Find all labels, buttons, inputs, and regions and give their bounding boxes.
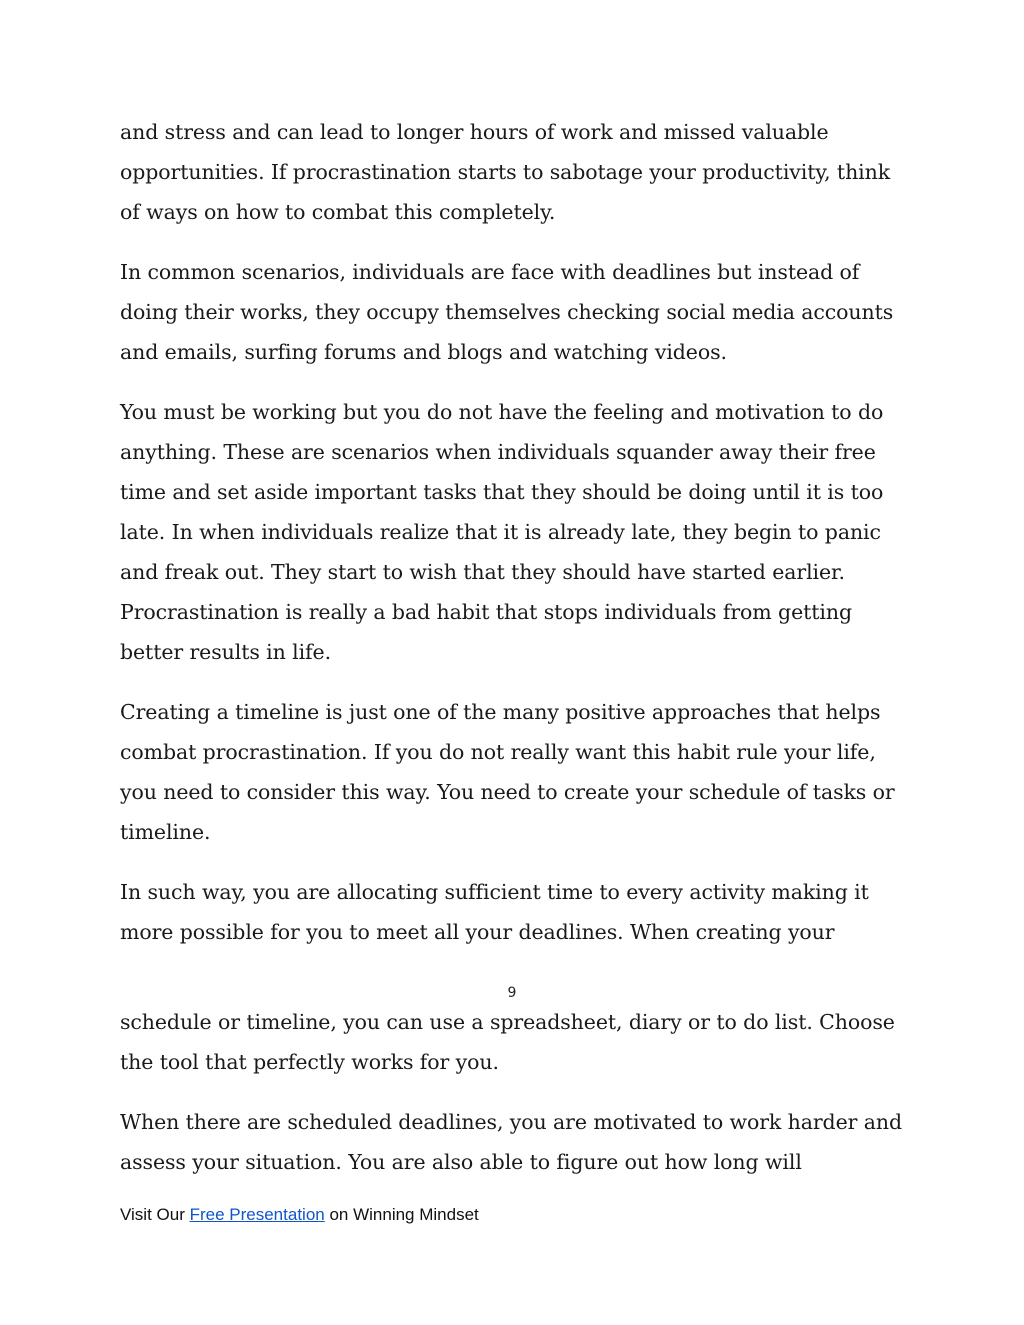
- paragraph-2: In common scenarios, individuals are face with deadlines but instead of doing their works, they occupy themselves checking social media accounts and emails, surfing forums and blogs and watching videos.: [120, 260, 894, 364]
- paragraph-6: schedule or timeline, you can use a spreadsheet, diary or to do list. Choose the tool that perfectly works for you.: [120, 1010, 895, 1074]
- paragraph-1: and stress and can lead to longer hours of work and missed valuable opportunities. If procrastination starts to sabotage your productivity, think of ways on how to combat this completely.: [120, 120, 891, 224]
- footer: [120, 1205, 479, 1225]
- page-content-bottom: [120, 1002, 910, 1202]
- page-number: 9: [507, 985, 517, 1001]
- paragraph-7: When there are scheduled deadlines, you are motivated to work harder and assess your situation. You are also able to figure out how long will: [120, 1110, 902, 1174]
- paragraph-3: You must be working but you do not have the feeling and motivation to do anything. These are scenarios when individuals squander away their free time and set aside important tasks that they should be doing until it is too late. In when individuals realize that it is already late, they begin to panic and freak out. They start to wish that they should have started earlier. Procrastination is really a bad habit that stops individuals from getting better results in life.: [120, 400, 884, 664]
- page-content-top: [120, 112, 910, 972]
- free-presentation-link[interactable]: Free Presentation: [189, 1205, 325, 1224]
- paragraph-5: In such way, you are allocating sufficient time to every activity making it more possible for you to meet all your deadlines. When creating your: [120, 880, 869, 944]
- footer-prefix: Visit Our: [120, 1205, 190, 1224]
- paragraph-4: Creating a timeline is just one of the many positive approaches that helps combat procrastination. If you do not really want this habit rule your life, you need to consider this way. You need to create your schedule of tasks or timeline.: [120, 700, 895, 844]
- footer-suffix: on Winning Mindset: [324, 1205, 479, 1224]
